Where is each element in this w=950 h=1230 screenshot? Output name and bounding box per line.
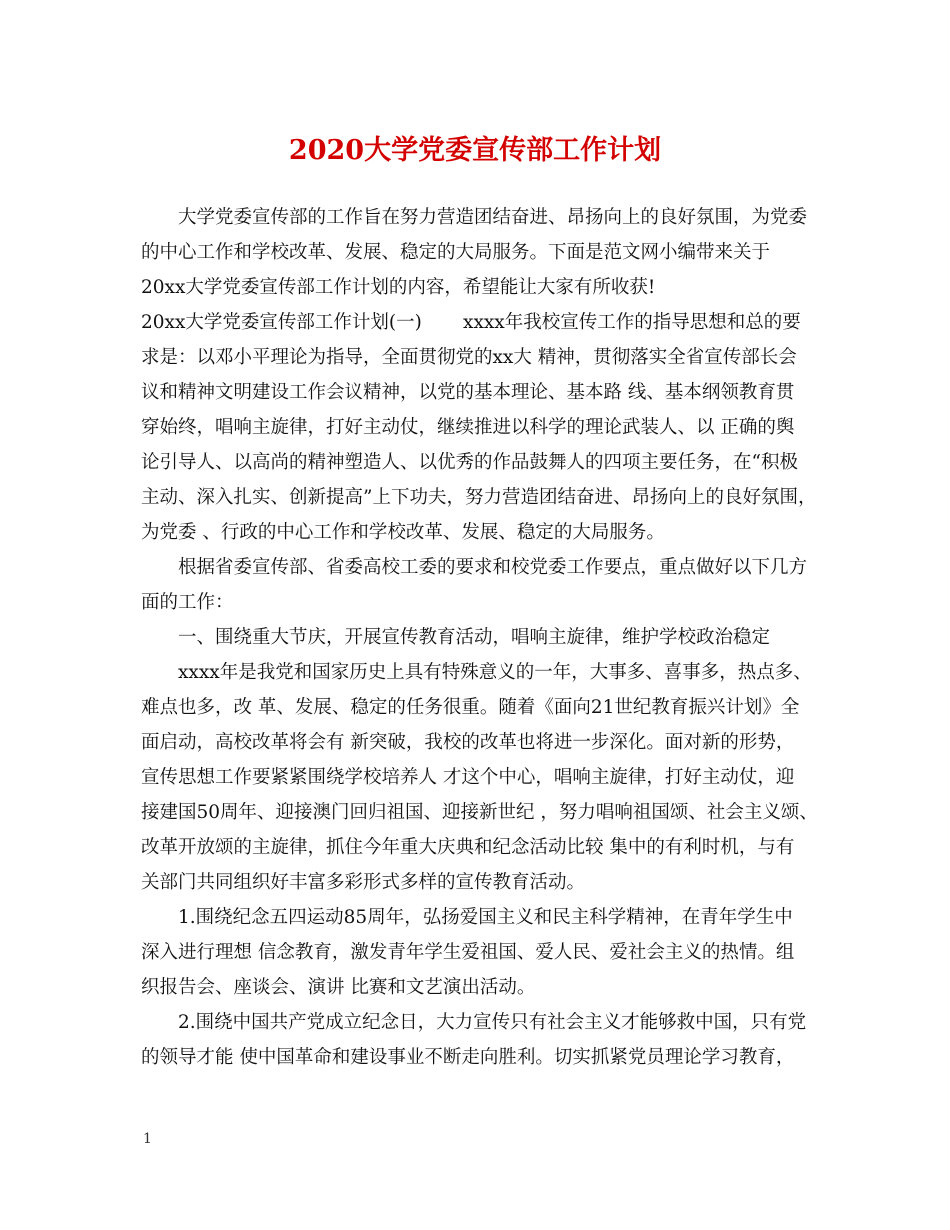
text-line: 论引导人、以高尚的精神塑造人、以优秀的作品鼓舞人的四项主要任务，在“积极 <box>141 452 798 473</box>
text-line: 为党委 、行政的中心工作和学校改革、发展、稳定的大局服务。 <box>141 522 665 543</box>
text-line: 改革开放颂的主旋律，抓住今年重大庆典和纪念活动比较 集中的有利时机，与有 <box>141 837 795 858</box>
page-number: 1 <box>143 1131 152 1147</box>
text-line: 深入进行理想 信念教育，激发青年学生爱祖国、爱人民、爱社会主义的热情。组 <box>141 942 795 963</box>
text-line: 求是：以邓小平理论为指导，全面贯彻党的xx大 精神，贯彻落实全省宣传部长会 <box>141 347 797 368</box>
text-line: 议和精神文明建设工作会议精神，以党的基本理论、基本路 线、基本纲领教育贯 <box>141 382 795 403</box>
text-line: 大学党委宣传部的工作旨在努力营造团结奋进、昂扬向上的良好氛围，为党委 <box>178 207 808 228</box>
text-line: 面的工作： <box>141 592 234 613</box>
text-line: 宣传思想工作要紧紧围绕学校培养人 才这个中心，唱响主旋律，打好主动仗，迎 <box>141 767 795 788</box>
text-line: 面启动，高校改革将会有 新突破，我校的改革也将进一步深化。面对新的形势， <box>141 732 795 753</box>
text-line: 难点也多，改 革、发展、稳定的任务很重。随着《面向21世纪教育振兴计划》全 <box>141 697 800 718</box>
text-line: 的中心工作和学校改革、发展、稳定的大局服务。下面是范文网小编带来关于 <box>141 242 771 263</box>
text-line: 2.围绕中国共产党成立纪念日，大力宣传只有社会主义才能够救中国，只有党 <box>178 1012 807 1033</box>
text-line: 主动、深入扎实、创新提高”上下功夫，努力营造团结奋进、昂扬向上的良好氛围， <box>141 487 817 508</box>
text-line: 20xx大学党委宣传部工作计划(一) xxxx年我校宣传工作的指导思想和总的要 <box>141 312 801 333</box>
section-heading: 一、围绕重大节庆，开展宣传教育活动，唱响主旋律，维护学校政治稳定 <box>178 627 771 648</box>
text-line: 穿始终，唱响主旋律，打好主动仗，继续推进以科学的理论武装人、以 正确的舆 <box>141 417 795 438</box>
text-line: xxxx年是我党和国家历史上具有特殊意义的一年，大事多、喜事多，热点多、 <box>178 662 812 683</box>
document-title: 2020大学党委宣传部工作计划 <box>288 135 662 166</box>
text-line: 1.围绕纪念五四运动85周年，弘扬爱国主义和民主科学精神，在青年学生中 <box>178 907 793 928</box>
text-line: 的领导才能 使中国革命和建设事业不断走向胜利。切实抓紧党员理论学习教育， <box>141 1047 795 1068</box>
text-line: 关部门共同组织好丰富多彩形式多样的宣传教育活动。 <box>141 872 586 893</box>
text-line: 接建国50周年、迎接澳门回归祖国、迎接新世纪 ，努力唱响祖国颂、社会主义颂、 <box>141 802 818 823</box>
text-line: 根据省委宣传部、省委高校工委的要求和校党委工作要点，重点做好以下几方 <box>178 557 808 578</box>
text-line: 织报告会、座谈会、演讲 比赛和文艺演出活动。 <box>141 977 536 998</box>
text-line: 20xx大学党委宣传部工作计划的内容，希望能让大家有所收获! <box>141 277 656 298</box>
